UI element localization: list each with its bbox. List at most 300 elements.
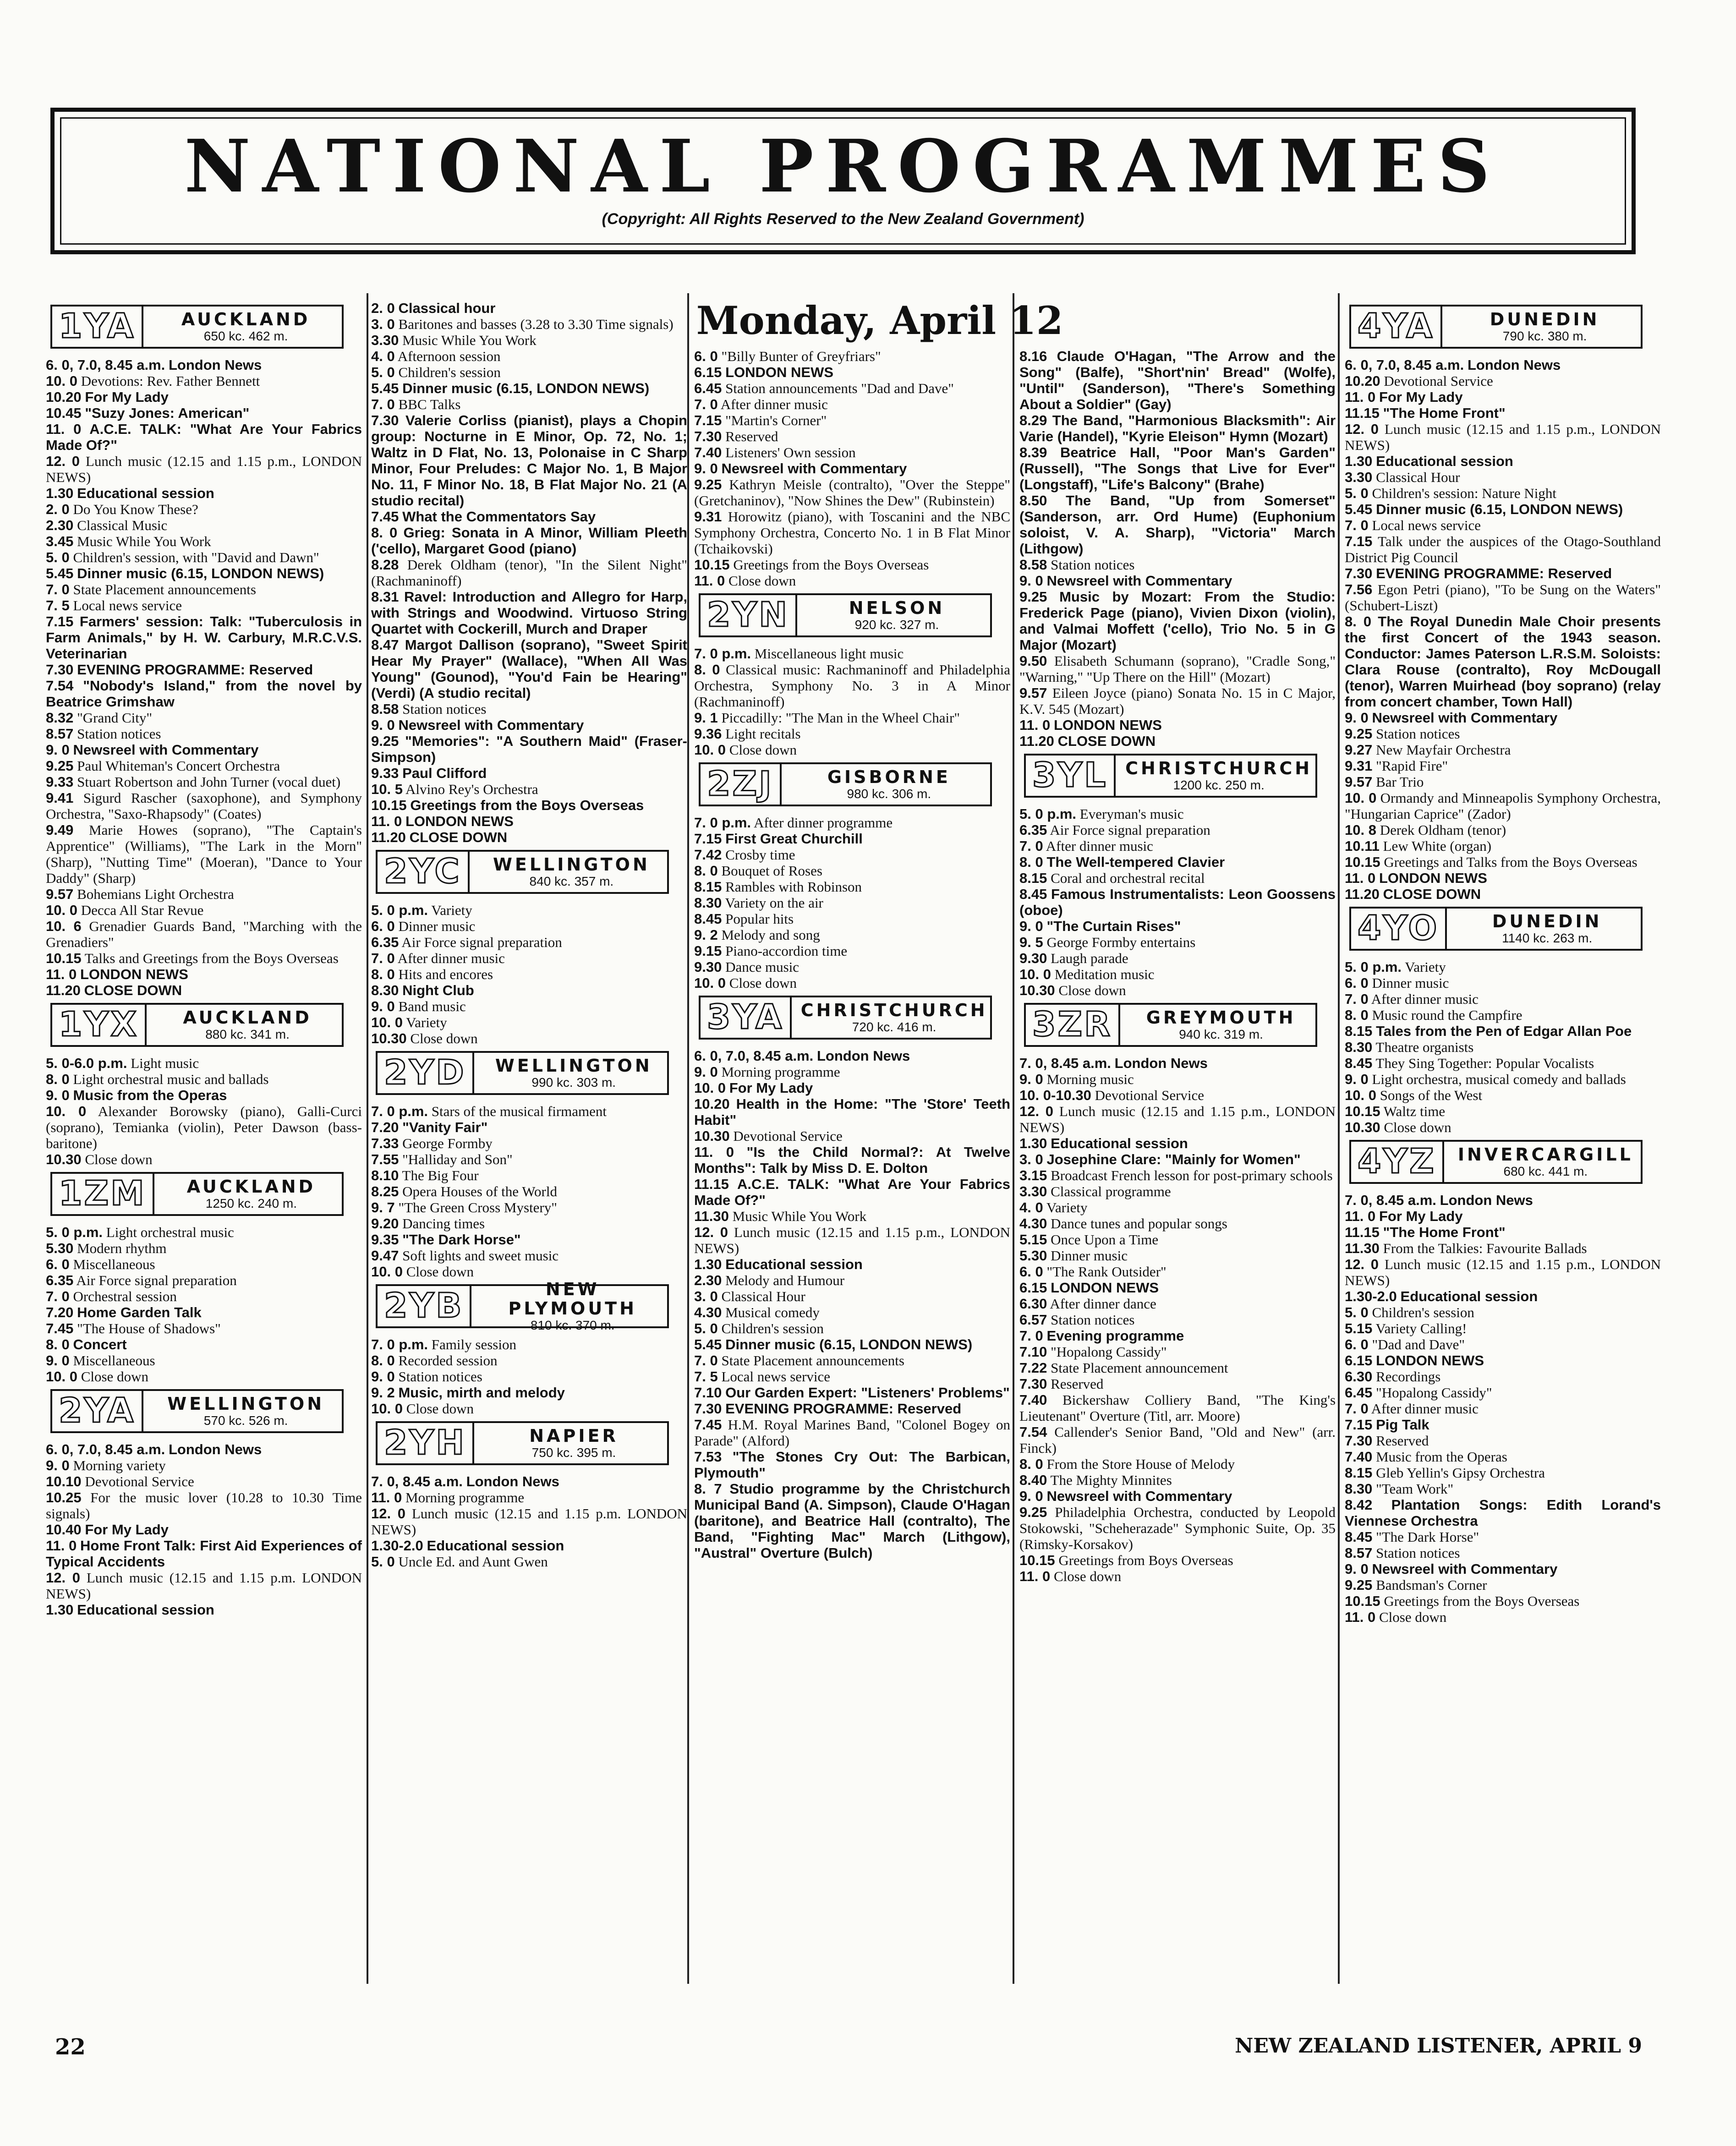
listing-text: Morning programme: [721, 1064, 840, 1080]
programme-listing: [46, 405, 362, 421]
programme-listing: [1345, 1497, 1661, 1529]
programme-listing: [1345, 758, 1661, 774]
listing-text: LONDON NEWS: [725, 364, 834, 380]
station-header: [1349, 305, 1643, 349]
programme-listing: [1019, 1135, 1336, 1151]
listing-time: 10.15: [1345, 1103, 1380, 1119]
listing-text: Educational session: [427, 1538, 564, 1554]
listing-time: 8.32: [46, 710, 74, 726]
programme-listing: [1019, 1199, 1336, 1215]
listing-time: 10. 0: [1345, 790, 1377, 806]
listing-time: 7.30: [694, 428, 722, 444]
programme-listing: [46, 1087, 362, 1103]
listing-time: 8.30: [694, 895, 722, 911]
listing-text: Lunch music (12.15 and 1.15 p.m., LONDON NEWS): [1345, 421, 1661, 453]
listing-text: Band music: [398, 998, 466, 1014]
listing-time: 11. 0: [371, 813, 402, 829]
listing-time: 12. 0: [1019, 1103, 1054, 1119]
listing-text: Talk under the auspices of the Otago-Southland District Pig Council: [1345, 533, 1661, 565]
listing-text: Gleb Yellin's Gipsy Orchestra: [1376, 1465, 1545, 1481]
listing-time: 8.45: [1345, 1055, 1373, 1071]
listing-text: Stars of the musical firmament: [431, 1103, 607, 1119]
listing-time: 6.35: [46, 1272, 74, 1288]
listing-text: Greetings from Boys Overseas: [1058, 1552, 1233, 1568]
listing-text: The Mighty Minnites: [1050, 1472, 1172, 1488]
programme-listing: [371, 300, 687, 316]
station-call-sign: 3YL: [1026, 755, 1116, 796]
programme-listing: [694, 847, 1010, 863]
listing-text: London News: [466, 1473, 559, 1489]
listing-time: 11.15: [1345, 405, 1380, 421]
listing-time: 10. 0: [371, 1014, 403, 1030]
listing-text: Lunch music (12.15 and 1.15 p.m., LONDON NEWS): [46, 453, 362, 485]
programme-listing: [694, 975, 1010, 991]
listing-time: 6. 0, 7.0, 8.45 a.m.: [46, 1441, 165, 1457]
listing-time: 5.30: [1019, 1248, 1047, 1264]
listing-text: Lunch music (12.15 and 1.15 p.m., LONDON NEWS): [1019, 1103, 1336, 1135]
station-frequency: 1250 kc. 240 m.: [205, 1196, 297, 1210]
station-info: [782, 764, 990, 805]
listing-time: 9.47: [371, 1248, 399, 1264]
listing-time: 9.25: [46, 758, 74, 774]
listing-time: 7.20: [46, 1304, 74, 1320]
page-number: 22: [55, 2034, 86, 2060]
programme-listing: [371, 1014, 687, 1030]
station-city: WELLINGTON: [167, 1394, 325, 1414]
listing-text: Air Force signal preparation: [1050, 822, 1210, 838]
listing-text: Newsreel with Commentary: [1372, 1561, 1558, 1577]
listing-time: 6.15: [1345, 1352, 1373, 1369]
listing-text: Reserved: [1376, 1433, 1429, 1449]
listing-time: 11.20: [1019, 733, 1054, 749]
station-city: WELLINGTON: [495, 1056, 652, 1076]
listing-text: Dinner music: [1051, 1248, 1128, 1264]
programme-listing: [1019, 1183, 1336, 1199]
listing-text: Orchestral session: [73, 1288, 177, 1304]
listing-text: H.M. Royal Marines Band, "Colonel Bogey on Parade" (Alford): [694, 1417, 1010, 1449]
listing-time: 8.15: [1019, 870, 1047, 886]
listing-time: 9.25: [694, 476, 722, 493]
programme-listing: [46, 565, 362, 581]
listing-time: 6.35: [1019, 822, 1047, 838]
programme-listing: [1019, 493, 1336, 557]
listing-text: Educational session: [77, 1602, 214, 1618]
station-info: [1120, 1005, 1315, 1045]
programme-listing: [694, 380, 1010, 396]
listing-text: Greetings from the Boys Overseas: [733, 557, 929, 573]
station-frequency: 720 kc. 416 m.: [852, 1020, 936, 1034]
programme-listing: [371, 797, 687, 813]
listing-time: 10. 5: [371, 781, 403, 797]
programme-listing: [694, 1176, 1010, 1208]
listing-time: 5. 0 p.m.: [46, 1224, 103, 1240]
listing-text: After dinner music: [1371, 1401, 1479, 1417]
listing-time: 8. 0: [1019, 854, 1043, 870]
programme-listing: [1019, 1215, 1336, 1232]
listing-text: Air Force signal preparation: [76, 1272, 237, 1288]
programme-listing: [46, 517, 362, 533]
programme-listing: [1345, 1561, 1661, 1577]
listing-time: 9. 0: [46, 1087, 70, 1103]
listing-time: 7. 0: [1345, 1401, 1369, 1417]
programme-listing: [694, 476, 1010, 509]
listing-time: 7.45: [46, 1320, 74, 1336]
listing-time: 7. 0: [1019, 838, 1043, 854]
listing-text: Home Front Talk: First Aid Experiences of Typical Accidents: [46, 1538, 362, 1570]
programme-listing: [1345, 1071, 1661, 1087]
listing-time: 7.30: [46, 662, 74, 678]
programme-listing: [46, 533, 362, 549]
listing-time: 6. 0: [371, 918, 395, 934]
listing-time: 9. 0: [46, 742, 70, 758]
listing-text: Bouquet of Roses: [721, 863, 822, 879]
programme-listing: [371, 1232, 687, 1248]
listing-time: 9. 0: [1345, 1071, 1369, 1087]
listing-text: LONDON NEWS: [1379, 870, 1487, 886]
programme-listing: [1019, 1248, 1336, 1264]
listing-text: Baritones and basses (3.28 to 3.30 Time signals): [398, 316, 674, 332]
programme-listing: [1019, 1071, 1336, 1087]
listing-text: Children's session, with "David and Dawn": [73, 549, 319, 565]
listing-text: Close down: [410, 1030, 478, 1046]
listing-time: 12. 0: [371, 1505, 406, 1522]
station-header: [1024, 1003, 1317, 1047]
listing-time: 11. 0: [1345, 1208, 1376, 1224]
listing-time: 6.30: [1019, 1296, 1047, 1312]
listing-time: 8.58: [1019, 557, 1047, 573]
listing-time: 9. 0: [1019, 573, 1043, 589]
listing-text: Children's session: [398, 364, 501, 380]
listing-time: 3. 0: [1019, 1151, 1043, 1167]
listing-text: Night Club: [402, 982, 474, 998]
programme-listing: [1019, 573, 1336, 589]
programme-listing: [371, 918, 687, 934]
station-header: [699, 593, 992, 637]
station-city: AUCKLAND: [181, 309, 311, 329]
programme-listing: [1345, 613, 1661, 710]
listing-text: Concert: [73, 1336, 127, 1352]
listing-text: Lunch music (12.15 and 1.15 p.m. LONDON NEWS): [371, 1505, 687, 1538]
listing-text: Station notices: [402, 701, 487, 717]
programme-listing: [694, 1385, 1010, 1401]
programme-listing: [1345, 1240, 1661, 1256]
listing-text: For My Lady: [85, 389, 169, 405]
listing-text: After dinner dance: [1050, 1296, 1156, 1312]
listing-time: 5. 0: [1345, 1304, 1369, 1320]
programme-listing: [694, 1064, 1010, 1080]
station-city: AUCKLAND: [186, 1177, 316, 1197]
listing-text: Bohemians Light Orchestra: [77, 886, 234, 902]
listing-text: Local news service: [73, 597, 182, 613]
programme-listing: [694, 428, 1010, 444]
listing-time: 8.57: [46, 726, 74, 742]
listing-text: Educational session: [1400, 1288, 1538, 1304]
listing-text: Variety Calling!: [1375, 1320, 1467, 1336]
listing-text: Derek Oldham (tenor), "In the Silent Night" (Rachmaninoff): [371, 557, 687, 589]
programme-listing: [694, 444, 1010, 460]
listing-time: 10. 6: [46, 918, 82, 934]
listing-text: Classical Music: [77, 517, 168, 533]
listing-time: 9. 0: [46, 1457, 70, 1473]
programme-listing: [46, 1055, 362, 1071]
listing-text: Reserved: [725, 428, 778, 444]
programme-listing: [694, 1449, 1010, 1481]
listing-time: 10.15: [1345, 1593, 1380, 1609]
station-info: [147, 1005, 342, 1045]
listing-time: 8.28: [371, 557, 399, 573]
programme-listing: [1019, 733, 1336, 749]
listing-time: 7. 5: [46, 597, 70, 613]
listing-text: Music by Mozart: From the Studio: Frederick Page (piano), Vivien Dixon (violin), and Valmai Moffett ('cello), Trio No. 5 in G Major (Mozart): [1019, 589, 1336, 653]
programme-listing: [1019, 1151, 1336, 1167]
listing-text: From the Talkies: Favourite Ballads: [1383, 1240, 1587, 1256]
station-city: CHRISTCHURCH: [1125, 758, 1313, 778]
listing-time: 9. 1: [694, 710, 718, 726]
listing-text: Close down: [728, 573, 796, 589]
programme-listing: [1019, 1328, 1336, 1344]
listing-time: 10.11: [1345, 838, 1380, 854]
listing-time: 7.15: [694, 831, 722, 847]
listing-text: Close down: [729, 742, 797, 758]
listing-text: Station notices: [1051, 557, 1135, 573]
listing-text: Alvino Rey's Orchestra: [405, 781, 538, 797]
listing-time: 10.15: [1019, 1552, 1055, 1568]
listing-time: 11.20: [1345, 886, 1380, 902]
programme-listing: [371, 1167, 687, 1183]
programme-listing: [694, 460, 1010, 476]
listing-time: 8.45: [1345, 1529, 1373, 1545]
station-info: [792, 997, 990, 1038]
listing-time: 8. 0: [371, 525, 398, 541]
programme-listing: [694, 1417, 1010, 1449]
programme-listing: [694, 1481, 1010, 1561]
listing-text: Music While You Work: [77, 533, 211, 549]
listing-time: 7. 0, 8.45 a.m.: [1019, 1055, 1111, 1071]
listing-time: 8. 0: [694, 662, 720, 678]
listing-text: "Halliday and Son": [402, 1151, 513, 1167]
listing-text: First Great Churchill: [725, 831, 863, 847]
listing-text: Philadelphia Orchestra, conducted by Leopold Stokowski, "Scheherazade" Symphonic Suite, Op. 35 (Rimsky-Korsakov): [1019, 1504, 1336, 1552]
listing-text: Newsreel with Commentary: [1372, 710, 1558, 726]
listing-time: 9. 0: [694, 460, 718, 476]
listing-text: "Rapid Fire": [1376, 758, 1448, 774]
listing-time: 9.57: [1345, 774, 1373, 790]
station-call-sign: 2YC: [378, 852, 470, 892]
listing-time: 5.45: [1345, 501, 1373, 517]
listing-time: 12. 0: [46, 1570, 81, 1586]
listing-text: Station notices: [77, 726, 161, 742]
listing-time: 10. 0: [46, 1369, 77, 1385]
listing-text: Piccadilly: "The Man in the Wheel Chair": [721, 710, 960, 726]
listing-text: Margot Dallison (soprano), "Sweet Spirit Hear My Prayer" (Wallace), "When All Was Young" (Gounod), "You'd Fain be Hearing" (Verdi) (A studio recital): [371, 637, 687, 701]
listing-time: 9. 0: [1019, 1071, 1043, 1087]
programme-column-2: [371, 300, 687, 1984]
listing-text: Local news service: [1372, 517, 1481, 533]
programme-listing: [46, 421, 362, 453]
programme-listing: [371, 934, 687, 950]
listing-text: Miscellaneous: [73, 1352, 155, 1369]
listing-text: Devotional Service: [733, 1128, 843, 1144]
listing-text: Station announcements "Dad and Dave": [725, 380, 954, 396]
listing-text: Songs of the West: [1380, 1087, 1483, 1103]
programme-listing: [371, 717, 687, 733]
listing-time: 3.30: [1019, 1183, 1047, 1199]
listing-text: Talks and Greetings from the Boys Overseas: [84, 950, 339, 966]
listing-text: Waltz time: [1383, 1103, 1446, 1119]
listing-time: 9.25: [1345, 726, 1373, 742]
listing-text: Opera Houses of the World: [402, 1183, 557, 1199]
listing-time: 8.45: [1019, 886, 1047, 902]
listing-time: 5. 0 p.m.: [1019, 806, 1077, 822]
programme-listing: [1019, 1167, 1336, 1183]
listing-time: 7.56: [1345, 581, 1373, 597]
listing-text: Laugh parade: [1051, 950, 1128, 966]
listing-time: 9.36: [694, 726, 722, 742]
station-city: GISBORNE: [827, 767, 951, 787]
listing-text: Station notices: [1376, 1545, 1460, 1561]
listing-text: "Dad and Dave": [1372, 1336, 1465, 1352]
listing-time: 6.45: [694, 380, 722, 396]
listing-text: Farmers' session: Talk: "Tuberculosis in Farm Animals," by H. W. Carbury, M.R.C.V.S. Veterinarian: [46, 613, 362, 662]
listing-time: 5.45: [371, 380, 399, 396]
listing-text: Light orchestra, musical comedy and ballads: [1372, 1071, 1626, 1087]
listing-time: 6.35: [371, 934, 399, 950]
programme-listing: [46, 1522, 362, 1538]
programme-listing: [694, 348, 1010, 364]
listing-text: Classical programme: [1051, 1183, 1171, 1199]
listing-time: 11.20: [46, 982, 81, 998]
station-call-sign: 3ZR: [1026, 1005, 1120, 1045]
listing-time: 6.45: [1345, 1385, 1373, 1401]
programme-listing: [1345, 1224, 1661, 1240]
listing-time: 7.15: [1345, 1417, 1373, 1433]
listing-time: 1.30: [1345, 453, 1373, 469]
listing-time: 5.15: [1019, 1232, 1047, 1248]
listing-text: State Placement announcements: [721, 1352, 904, 1369]
listing-text: BBC Talks: [398, 396, 461, 412]
listing-time: 10. 0: [1345, 1087, 1376, 1103]
listing-time: 8.58: [371, 701, 399, 717]
listing-time: 8.15: [694, 879, 722, 895]
listing-text: London News: [1114, 1055, 1208, 1071]
programme-listing: [46, 758, 362, 774]
listing-text: "Martin's Corner": [725, 412, 827, 428]
listing-time: 7. 0: [46, 581, 70, 597]
listing-time: 7.30: [1345, 1433, 1373, 1449]
listing-time: 5. 0: [371, 1554, 395, 1570]
listing-text: London News: [168, 357, 262, 373]
column-divider: [367, 293, 368, 1984]
programme-listing: [1019, 1360, 1336, 1376]
listing-text: Claude O'Hagan, "The Arrow and the Song" (Balfe), "Short'nin' Bread" (Wolfe), "Until" (Sanderson), "There's Something About a Soldier" (Gay): [1019, 348, 1336, 412]
listing-time: 6. 0: [46, 1256, 70, 1272]
listing-text: After dinner music: [397, 950, 505, 966]
listing-time: 8.45: [694, 911, 722, 927]
listing-text: Soft lights and sweet music: [402, 1248, 559, 1264]
programme-listing: [1345, 1320, 1661, 1336]
listing-time: 8. 0: [1019, 1456, 1043, 1472]
programme-listing: [46, 662, 362, 678]
programme-listing: [1345, 1336, 1661, 1352]
listing-text: Morning music: [1046, 1071, 1134, 1087]
listing-text: Grenadier Guards Band, "Marching with the Grenadiers": [46, 918, 362, 950]
listing-time: 8.30: [1345, 1039, 1373, 1055]
programme-listing: [1019, 1087, 1336, 1103]
programme-listing: [1345, 991, 1661, 1007]
programme-listing: [1345, 1465, 1661, 1481]
station-call-sign: 2YB: [378, 1286, 471, 1326]
listing-text: Classical Hour: [721, 1288, 805, 1304]
listing-text: Alexander Borowsky (piano), Galli-Curci (soprano), Temianka (violin), Peter Dawson (bass-baritone): [46, 1103, 362, 1151]
station-info: [474, 1053, 668, 1093]
station-info: [474, 1423, 667, 1463]
listing-text: Plantation Songs: Edith Lorand's Viennese Orchestra: [1345, 1497, 1661, 1529]
listing-text: Dancing times: [402, 1215, 485, 1232]
listing-text: Educational session: [725, 1256, 863, 1272]
listing-time: 7. 0: [1345, 991, 1369, 1007]
programme-listing: [1345, 581, 1661, 613]
programme-listing: [371, 364, 687, 380]
station-header: [1349, 1140, 1643, 1184]
programme-listing: [371, 1401, 687, 1417]
listing-text: London News: [168, 1441, 262, 1457]
listing-time: 3.15: [1019, 1167, 1047, 1183]
programme-listing: [694, 1128, 1010, 1144]
listing-text: "The Home Front": [1383, 1224, 1506, 1240]
station-call-sign: 1ZM: [52, 1174, 154, 1214]
station-call-sign: 4YZ: [1351, 1142, 1444, 1182]
station-call-sign: 2YN: [701, 595, 797, 635]
programme-listing: [1019, 557, 1336, 573]
station-header: [50, 1389, 344, 1433]
programme-listing: [46, 389, 362, 405]
listing-text: Variety: [406, 1014, 447, 1030]
programme-listing: [371, 950, 687, 966]
programme-listing: [1019, 1392, 1336, 1424]
listing-time: 10. 0: [694, 742, 726, 758]
programme-column-4: [1019, 348, 1336, 1984]
programme-listing: [1345, 1593, 1661, 1609]
listing-text: State Placement announcements: [73, 581, 256, 597]
listing-time: 3. 0: [694, 1288, 718, 1304]
programme-listing: [1345, 1119, 1661, 1135]
programme-listing: [1019, 1552, 1336, 1568]
programme-listing: [46, 1151, 362, 1167]
programme-listing: [371, 829, 687, 845]
listing-text: Theatre organists: [1375, 1039, 1474, 1055]
programme-listing: [1019, 838, 1336, 854]
listing-text: LONDON NEWS: [1051, 1280, 1159, 1296]
programme-listing: [694, 1144, 1010, 1176]
programme-listing: [46, 1256, 362, 1272]
programme-listing: [46, 1336, 362, 1352]
programme-listing: [1019, 1280, 1336, 1296]
listing-text: George Formby entertains: [1046, 934, 1196, 950]
programme-listing: [371, 1151, 687, 1167]
listing-time: 7. 0: [694, 1352, 718, 1369]
station-frequency: 810 kc. 370 m.: [530, 1318, 615, 1332]
listing-time: 1.30: [46, 485, 74, 501]
listing-text: Dinner music (6.15, LONDON NEWS): [402, 380, 650, 396]
masthead-banner: [50, 108, 1636, 254]
listing-time: 6. 0: [1019, 1264, 1043, 1280]
listing-time: 3.30: [371, 332, 399, 348]
programme-listing: [1345, 1103, 1661, 1119]
listing-text: CLOSE DOWN: [1057, 733, 1156, 749]
programme-listing: [46, 357, 362, 373]
listing-text: "Billy Bunter of Greyfriars": [721, 348, 881, 364]
programme-listing: [694, 509, 1010, 557]
